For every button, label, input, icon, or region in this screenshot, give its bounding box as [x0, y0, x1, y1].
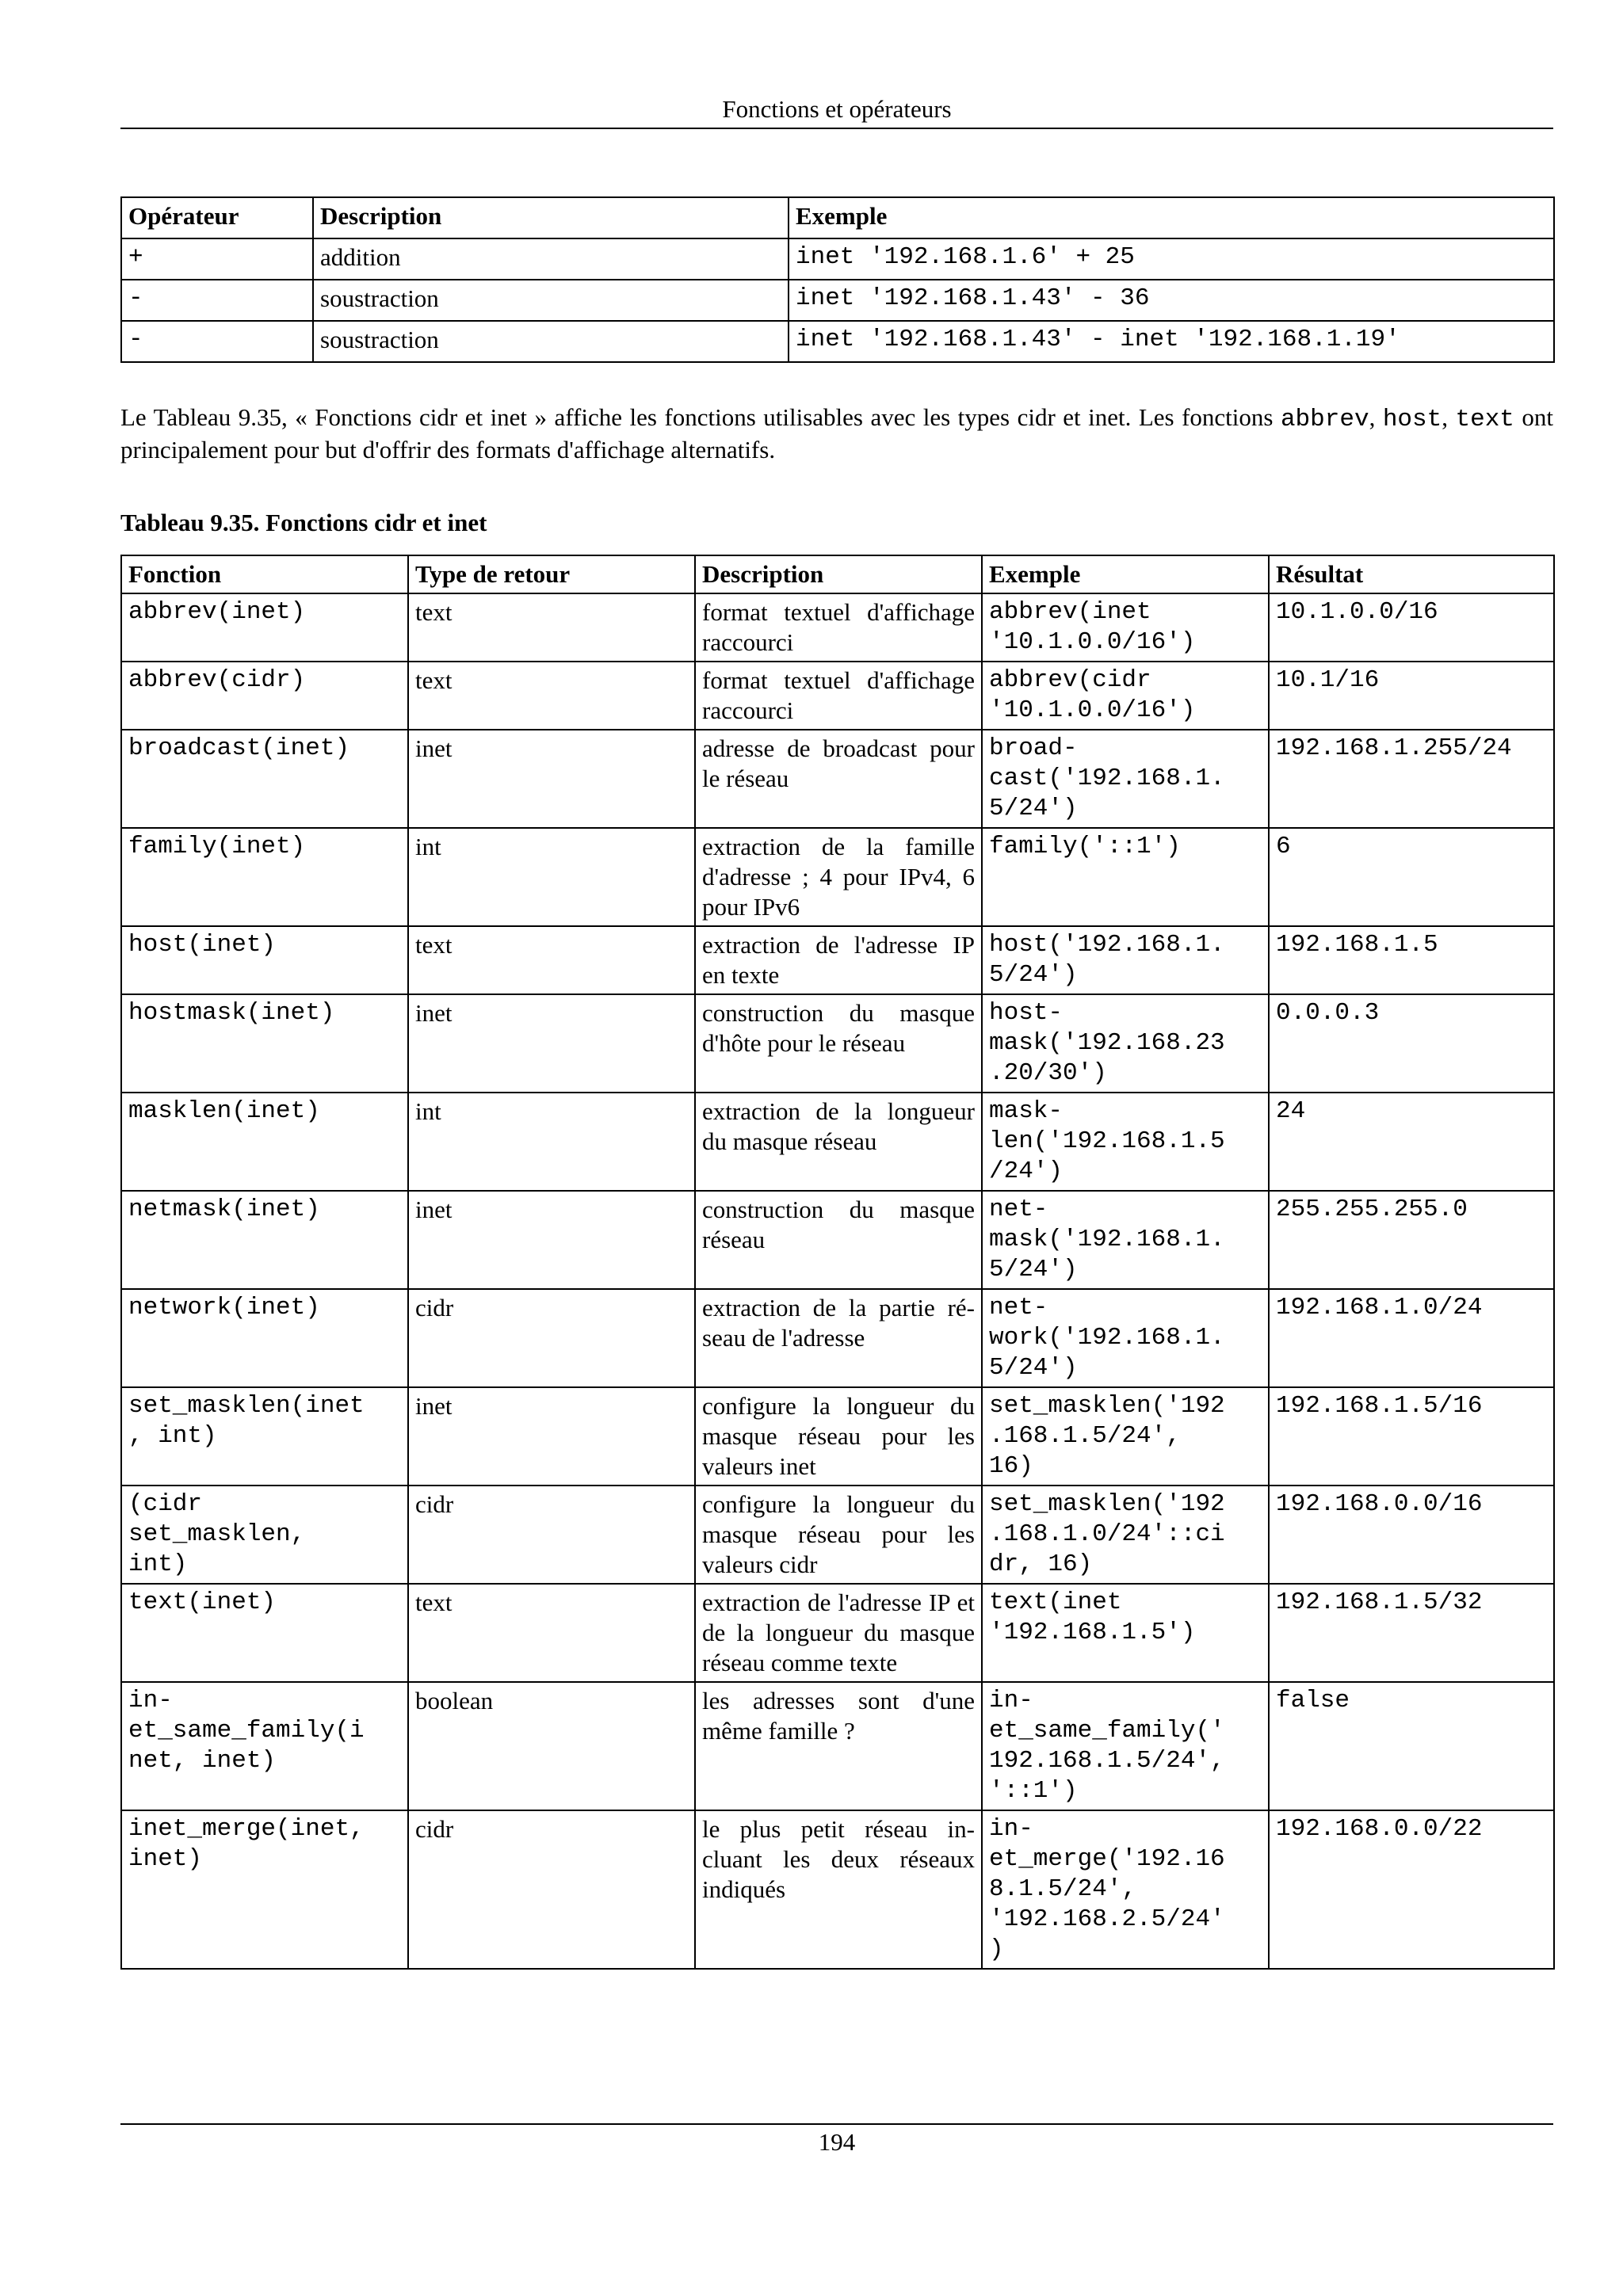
table-header-row	[121, 197, 1554, 238]
header-cell: Exemple	[789, 197, 1554, 238]
function-cell: host(inet)	[121, 926, 408, 994]
description-cell: extraction de la famille d'adresse ; 4 pour IPv4, 6 pour IPv6	[695, 828, 982, 926]
return-type-cell: text	[408, 662, 695, 730]
description-cell: extraction de l'adresse IP en texte	[695, 926, 982, 994]
functions-table-body	[121, 593, 1554, 1969]
example-cell: set_masklen('192 .168.1.0/24'::ci dr, 16)	[982, 1486, 1269, 1584]
description-cell: extraction de la longueur du masque réseau	[695, 1093, 982, 1191]
separator: ,	[1369, 403, 1383, 431]
example-cell: net- mask('192.168.1. 5/24')	[982, 1191, 1269, 1289]
example-cell: broad- cast('192.168.1. 5/24')	[982, 730, 1269, 828]
example-cell: in- et_same_family(' 192.168.1.5/24', '::1')	[982, 1682, 1269, 1810]
example-cell: host('192.168.1. 5/24')	[982, 926, 1269, 994]
result-cell: 192.168.0.0/16	[1269, 1486, 1554, 1584]
example-cell: abbrev(cidr '10.1.0.0/16')	[982, 662, 1269, 730]
function-cell: set_masklen(inet , int)	[121, 1387, 408, 1486]
running-header: Fonctions et opérateurs	[722, 95, 952, 123]
example-cell: in- et_merge('192.16 8.1.5/24', '192.168.2.5/24' )	[982, 1810, 1269, 1969]
return-type-cell: cidr	[408, 1810, 695, 1969]
return-type-cell: cidr	[408, 1486, 695, 1584]
description-cell: les adresses sont d'une même famille ?	[695, 1682, 982, 1810]
example-cell: host- mask('192.168.23 .20/30')	[982, 994, 1269, 1093]
table-row	[121, 730, 1554, 828]
description-cell: configure la longueur du masque réseau pour les valeurs inet	[695, 1387, 982, 1486]
return-type-cell: inet	[408, 1387, 695, 1486]
example-cell: inet '192.168.1.6' + 25	[789, 238, 1554, 280]
result-cell: 255.255.255.0	[1269, 1191, 1554, 1289]
return-type-cell: int	[408, 1093, 695, 1191]
result-cell: false	[1269, 1682, 1554, 1810]
description-cell: configure la longueur du masque réseau pour les valeurs cidr	[695, 1486, 982, 1584]
inline-code: host	[1382, 406, 1442, 433]
table-row	[121, 238, 1554, 280]
table-row	[121, 280, 1554, 321]
header-cell: Fonction	[121, 555, 408, 593]
page-number: 194	[818, 2128, 856, 2156]
table-row	[121, 1093, 1554, 1191]
separator: ,	[1442, 403, 1456, 431]
example-cell: family('::1')	[982, 828, 1269, 926]
return-type-cell: boolean	[408, 1682, 695, 1810]
table-row	[121, 321, 1554, 362]
description-cell: format textuel d'affichage raccourci	[695, 662, 982, 730]
table-row	[121, 1289, 1554, 1387]
description-cell: soustraction	[313, 280, 789, 321]
header-cell: Exemple	[982, 555, 1269, 593]
result-cell: 192.168.1.0/24	[1269, 1289, 1554, 1387]
description-cell: construction du masque réseau	[695, 1191, 982, 1289]
return-type-cell: cidr	[408, 1289, 695, 1387]
example-cell: mask- len('192.168.1.5 /24')	[982, 1093, 1269, 1191]
example-cell: inet '192.168.1.43' - inet '192.168.1.19'	[789, 321, 1554, 362]
example-cell: abbrev(inet '10.1.0.0/16')	[982, 593, 1269, 662]
table-row	[121, 662, 1554, 730]
table-row	[121, 1387, 1554, 1486]
function-cell: netmask(inet)	[121, 1191, 408, 1289]
table-row	[121, 828, 1554, 926]
function-cell: text(inet)	[121, 1584, 408, 1682]
table-row	[121, 1810, 1554, 1969]
function-cell: abbrev(cidr)	[121, 662, 408, 730]
result-cell: 192.168.0.0/22	[1269, 1810, 1554, 1969]
description-cell: le plus petit réseau in-cluant les deux réseaux indiqués	[695, 1810, 982, 1969]
function-cell: inet_merge(inet, inet)	[121, 1810, 408, 1969]
return-type-cell: text	[408, 1584, 695, 1682]
header-cell: Type de retour	[408, 555, 695, 593]
return-type-cell: inet	[408, 994, 695, 1093]
result-cell: 10.1.0.0/16	[1269, 593, 1554, 662]
result-cell: 24	[1269, 1093, 1554, 1191]
description-cell: extraction de la partie ré-seau de l'adresse	[695, 1289, 982, 1387]
result-cell: 10.1/16	[1269, 662, 1554, 730]
intro-text: ont principalement pour but d'offrir des formats d'affichage alternatifs.	[120, 403, 1554, 463]
description-cell: format textuel d'affichage raccourci	[695, 593, 982, 662]
function-cell: hostmask(inet)	[121, 994, 408, 1093]
example-cell: text(inet '192.168.1.5')	[982, 1584, 1269, 1682]
table-caption: Tableau 9.35. Fonctions cidr et inet	[120, 509, 487, 536]
return-type-cell: int	[408, 828, 695, 926]
footer-rule	[120, 2123, 1553, 2125]
result-cell: 192.168.1.5/16	[1269, 1387, 1554, 1486]
description-cell: construction du masque d'hôte pour le réseau	[695, 994, 982, 1093]
function-cell: (cidr set_masklen, int)	[121, 1486, 408, 1584]
functions-table	[120, 555, 1555, 1970]
table-row	[121, 1191, 1554, 1289]
return-type-cell: inet	[408, 1191, 695, 1289]
function-cell: family(inet)	[121, 828, 408, 926]
header-cell: Description	[313, 197, 789, 238]
inline-code: abbrev	[1280, 406, 1369, 433]
intro-paragraph	[120, 402, 1553, 465]
return-type-cell: inet	[408, 730, 695, 828]
function-cell: broadcast(inet)	[121, 730, 408, 828]
header-cell: Opérateur	[121, 197, 313, 238]
result-cell: 192.168.1.5	[1269, 926, 1554, 994]
description-cell: soustraction	[313, 321, 789, 362]
result-cell: 192.168.1.5/32	[1269, 1584, 1554, 1682]
header-rule	[120, 128, 1553, 129]
return-type-cell: text	[408, 926, 695, 994]
description-cell: addition	[313, 238, 789, 280]
table-row	[121, 994, 1554, 1093]
return-type-cell: text	[408, 593, 695, 662]
table-row	[121, 1584, 1554, 1682]
example-cell: net- work('192.168.1. 5/24')	[982, 1289, 1269, 1387]
result-cell: 0.0.0.3	[1269, 994, 1554, 1093]
function-cell: masklen(inet)	[121, 1093, 408, 1191]
table-row	[121, 1486, 1554, 1584]
function-cell: abbrev(inet)	[121, 593, 408, 662]
table-row	[121, 926, 1554, 994]
operator-cell: -	[121, 321, 313, 362]
operator-cell: +	[121, 238, 313, 280]
table-row	[121, 593, 1554, 662]
function-cell: network(inet)	[121, 1289, 408, 1387]
operator-cell: -	[121, 280, 313, 321]
result-cell: 6	[1269, 828, 1554, 926]
header-cell: Description	[695, 555, 982, 593]
example-cell: set_masklen('192 .168.1.5/24', 16)	[982, 1387, 1269, 1486]
table-header-row	[121, 555, 1554, 593]
table-row	[121, 1682, 1554, 1810]
intro-text: Le Tableau 9.35, « Fonctions cidr et inet » affiche les fonctions utilisables avec les types cidr et inet. Les fonctions	[120, 403, 1281, 431]
description-cell: extraction de l'adresse IP et de la longueur du masque réseau comme texte	[695, 1584, 982, 1682]
result-cell: 192.168.1.255/24	[1269, 730, 1554, 828]
function-cell: in- et_same_family(i net, inet)	[121, 1682, 408, 1810]
header-cell: Résultat	[1269, 555, 1554, 593]
description-cell: adresse de broadcast pour le réseau	[695, 730, 982, 828]
operators-table	[120, 196, 1555, 363]
example-cell: inet '192.168.1.43' - 36	[789, 280, 1554, 321]
inline-code: text	[1455, 406, 1514, 433]
